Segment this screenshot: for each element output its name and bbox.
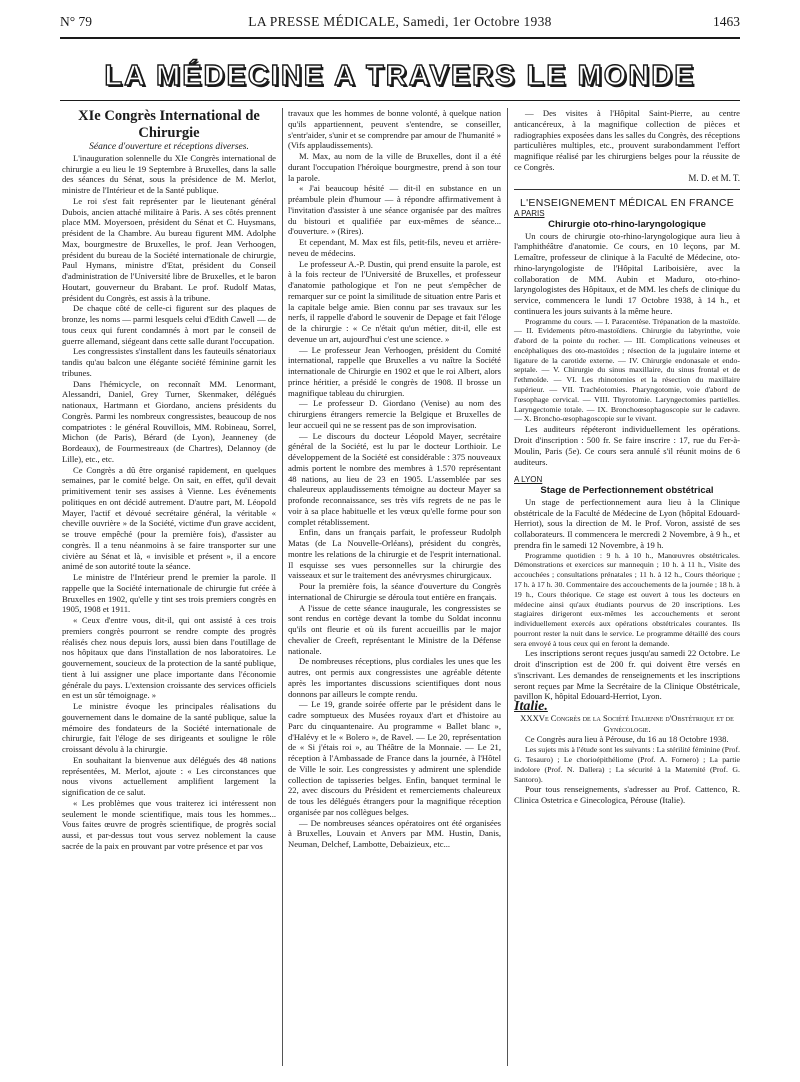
lyon-subtitle: Stage de Perfectionnement obstétrical — [540, 485, 714, 497]
paragraph: — Des visites à l'Hôpital Saint-Pierre, au centre anticancéreux, à la magnifique collection de pièces et radiographies exposées dans les salles du Congrès, des réceptions particulières multiples, etc., prouvent surabondamment l'effort magnifique réalisé par les chirurgiens belges pour la réussite de ce Congrès. — [514, 108, 740, 172]
paragraph: Et cependant, M. Max est fils, petit-fils, neveu et arrière-neveu de médecins. — [288, 237, 501, 258]
city-paris: A PARIS — [514, 209, 545, 218]
paragraph: Le ministre de l'Intérieur prend le premier la parole. Il rappelle que la Société internationale de chirurgie fut créée à Bruxelles en 1902, qu'elle y tint ses trois premiers congrès en 1905, 1908 et 1911. — [62, 572, 276, 615]
paragraph: Le roi s'est fait représenter par le lieutenant général Dubois, ancien attaché militaire à Paris. A ses côtés prennent place MM. Moyersoen, président du Sénat et C. Huysmans, président de la Chambre. Au bureau figurent MM. Adolphe Max, bourgmestre de Bruxelles, le prof. Jean Verhoogen, président du bureau de la Société internationale de chirurgie, Paul Hymans, ministre d'Etat, président du Conseil d'administration de l'Université libre de Bruxelles, et le baron Houtart, gouverneur du Brabant. Le prof. Rudolf Matas, président du Congrès, est assis à la tribune. — [62, 195, 276, 303]
italie-heading: Italie. — [514, 699, 548, 715]
paragraph: De nombreuses réceptions, plus cordiales les unes que les autres, ont permis aux congressistes une agréable détente après les importantes discussions scientifiques dont nous donnons par ailleurs le compte rendu. — [288, 656, 501, 699]
column-divider — [507, 108, 508, 1066]
paragraph: — Le professeur Jean Verhoogen, président du Comité international, rappelle que Bruxelles a vu naître la Société internationale de Chirurgie en 1902 et que le roi Albert, alors prince héritier, a présidé le congrès de 1908. Il brosse un magnifique tableau du chirurgien. — [288, 344, 501, 398]
paragraph: — Le discours du docteur Léopold Mayer, secrétaire général de la Société, est lu par le docteur Lorthioir. Le développement de la Société est considérable : 375 nouveaux admis portent le nombre des membres à 1.570 représentant 48 nations, au lieu de 23 en 1905. L'assemblée par ses chaleureux applaudissements témoigne au docteur Mayer sa profonde reconnaissance, ses très vifs regrets de ne pas le voir à sa place habituelle et les vœux qu'elle forme pour son complet rétablissement. — [288, 430, 501, 527]
paragraph: Un cours de chirurgie oto-rhino-laryngologique aura lieu à l'amphithéâtre d'anatomie. Ce cours, en 10 leçons, par M. Lemaître, professeur de clinique à la Faculté de Médecine, oto-rhino-laryngologiste de l'Hôpital Lariboisière, avec la collaboration de MM. Aubin et Maduro, oto-rhino-laryngologistes des Hôpitaux, et de MM. les chefs de clinique du service, commencera le lundi 17 Octobre 1938, à 14 h., et continuera les jours suivants à la même heure. — [514, 230, 740, 316]
article-subtitle: Séance d'ouverture et réceptions diverses. — [89, 142, 249, 152]
programme-paragraph: Programme quotidien : 9 h. à 10 h., Manœuvres obstétricales. Démonstrations et exercices sur mannequin ; 10 h. à 11 h., Visite des accouchées ; consultations prénatales ; 11 h. à 12 h., Cours théorique ; 17 h. à 17 h. 30. Commentaire des accouchements de la journée ; 18 h. à 19 h., Cours théorique. Ce stage est ouvert à tous les docteurs en médecine ainsi qu'aux étudiants pourvus de 20 inscriptions. Les stagiaires dirigeront eux-mêmes les accouchements et seront individuellement exercés aux opérations obstétricales courantes. Ils pourront rester la nuit dans le service. Le programme détaillé des cours sera envoyé à tous ceux qui en feront la demande. — [514, 550, 740, 648]
header-rule — [60, 37, 740, 39]
paragraph: Les sujets mis à l'étude sont les suivants : La stérilité féminine (Prof. G. Tesauro) ; Le chorioépithéliome (Prof. A. Fornero) ; La partie indolore (Prof. N. Dallera) ; La sécurité à la Maternité (Prof. G. Santoro). — [514, 745, 740, 784]
paragraph: A l'issue de cette séance inaugurale, les congressistes se sont rendus en cortège devant la tombe du Soldat inconnu qu'ils ont fleurie et où ils furent accueillis par le major chevalier de Creeft, représentant le Ministre de la Défense nationale. — [288, 602, 501, 656]
paragraph: Les congressistes s'installent dans les fauteuils sénatoriaux tandis qu'au balcon une élégante société féminine garnit les tribunes. — [62, 346, 276, 378]
paragraph: « Les problèmes que vous traiterez ici intéressent non seulement le monde scientifique, mais tous les hommes... Vous faites œuvre de progrès scientifique, de progrès social aussi, et par-dessus tout vous servez noblement la cause sacrée de la paix en prouvant par votre présence et par vos — [62, 797, 276, 851]
article-signature: M. D. et M. T. — [688, 172, 740, 183]
paragraph: — Le 19, grande soirée offerte par le président dans le cadre somptueux des Musées royaux d'art et d'histoire au Parc du cinquantenaire. Au programme « Ballet blanc », d'Halévy et le « Bolero », de Ravel. — Le 20, représentation de « Si j'étais roi », au Théâtre de la Monnaie. — Le 21, réception à l'Ambassade de France dans la journée, à l'Hôtel de Ville le soir. Les congressistes y admirent une splendide collection de tapisseries belges. Enfin, banquet terminal le 22, avec discours du Président et remerciements chaleureux de tous les délégués étrangers pour la magnifique réception organisée par nos collègues belges. — [288, 699, 501, 817]
paragraph: Pour la première fois, la séance d'ouverture du Congrès international de Chirurgie se déroula tout entière en français. — [288, 581, 501, 602]
congres-title: XXXVe Congrès de la Société Italienne d'Obstétrique et de Gynécologie. — [520, 712, 734, 734]
paragraph: « J'ai beaucoup hésité — dit-il en substance en un préambule plein d'humour — à répondre affirmativement à l'invitation d'assister à une séance organisée par des maîtres du bistouri et qualifiée par eux-mêmes de séance... d'ouverture. » (Rires). — [288, 183, 501, 237]
paragraph: Un stage de perfectionnement aura lieu à la Clinique obstétricale de la Faculté de Médecine de Lyon (hôpital Edouard-Herriot), sous la direction de M. le Prof. Voron, assisté de ses collaborateurs. Il commencera le mercredi 2 Novembre, à 9 h., et prendra fin le samedi 12 Novembre, à 19 h. — [514, 496, 740, 550]
city-lyon: A LYON — [514, 475, 543, 485]
issue-number: N° 79 — [60, 14, 93, 29]
enseignement-title: L'ENSEIGNEMENT MÉDICAL EN FRANCE — [519, 197, 735, 210]
page-header — [60, 14, 740, 36]
paragraph: Les inscriptions seront reçues jusqu'au samedi 22 Octobre. Le droit d'inscription est de 200 fr. qui doivent être versés en s'inscrivant. Les demandes de renseignements et les inscriptions seront reçues par Mme la Secrétaire de la Clinique Obstétricale, pavillon K, hôpital Edouard-Herriot, Lyon. — [514, 648, 740, 702]
masthead: LA PRESSE MÉDICALE, Samedi, 1er Octobre 1938 — [248, 14, 552, 29]
paragraph: Le ministre évoque les principales réalisations du gouvernement dans le domaine de la santé publique, salue la mémoire des fondateurs de la Société internationale de chirurgie, fait l'éloge de ses dirigeants et souligne le rôle croissant dévolu à la chirurgie. — [62, 701, 276, 754]
paragraph: M. Max, au nom de la ville de Bruxelles, dont il a été durant l'occupation l'héroïque bourgmestre, prend à son tour la parole. — [288, 151, 501, 183]
paragraph: travaux que les hommes de bonne volonté, à quelque nation qu'ils appartiennent, peuvent s'entendre, se conseiller, s'entr'aider, s'unir et se comprendre par amour de l'humanité » (Vifs applaudissements). — [288, 108, 501, 151]
paragraph: Les auditeurs répéteront individuellement les opérations. Droit d'inscription : 500 fr. Se faire inscrire : 17, rue du Fer-à-Moulin, Paris (5e). Ce cours sera annulé s'il réunit moins de 6 auditeurs. — [514, 424, 740, 467]
paragraph: — De nombreuses séances opératoires ont été organisées à Bruxelles, Louvain et Anvers par MM. Hustin, Danis, Neuman, Delchef, Lambotte, Debaizieux, etc... — [288, 817, 501, 849]
column-3 — [514, 108, 740, 806]
paragraph: — Le professeur D. Giordano (Venise) au nom des chirurgiens étrangers remercie la Belgique et Bruxelles de leur accueil qui ne se ressent pas de son improvisation. — [288, 398, 501, 430]
section-divider — [514, 189, 740, 190]
paragraph: « Ceux d'entre vous, dit-il, qui ont assisté à ces trois premiers congrès pourront se rendre compte des progrès réalisés chez nous depuis lors, aussi bien dans l'outillage de nos hôpitaux que dans l'installation de nos laboratoires. Le gouvernement, soucieux de la protection de la santé publique, tient à lui assigner une place importante dans l'économie générale du pays. L'extension croissante des services officiels en est un sûr témoignage. » — [62, 615, 276, 701]
column-1 — [62, 108, 276, 852]
section-title: LA MÉDECINE A TRAVERS LE MONDE — [104, 60, 696, 92]
paragraph: Ce Congrès aura lieu à Pérouse, du 16 au 18 Octobre 1938. — [525, 734, 729, 745]
paragraph: En souhaitant la bienvenue aux délégués des 48 nations représentées, M. Merlot, ajoute : « Les circonstances que nous vivons actuellement amplifient largement la signification de ce salut. — [62, 754, 276, 797]
page-number: 1463 — [713, 14, 740, 29]
paragraph: Ce Congrès a dû être organisé rapidement, en quelques semaines, par le comité belge. On sait, en effet, qu'il devait primitivement tenir ses assises à Vienne. Les événements politiques en ont décidé autrement. D'autre part, M. Léopold Mayer, l'actif et dévoué secrétaire général, la véritable « cheville ouvrière » de la Société, victime d'un grave accident, se trouve empêché (pour la première fois), d'assister au congrès. Il a tenu néanmoins à se faire transporter sur une civière au Sénat et là, « invisible et présent », il a encore animé de son autorité toute la séance. — [62, 464, 276, 572]
paragraph: L'inauguration solennelle du XIe Congrès international de chirurgie a eu lieu le 19 Septembre à Bruxelles, dans la salle des séances du Sénat, sous la présidence de M. Merlot, ministre de l'Intérieur et de la Santé publique. — [62, 152, 276, 195]
column-2 — [288, 108, 501, 850]
paragraph: Le professeur A.-P. Dustin, qui prend ensuite la parole, est à la fois recteur de l'Université de Bruxelles, et professeur d'anatomie pathologique et l'on ne peut s'empêcher de remarquer sur ce point la similitude de situation entre Paris et la capitale belge amie. Bien connu par ses travaux sur les nerfs, il rappelle d'abord le souvenir de Depage et fait l'éloge de la chirurgie : « Ce n'était qu'un métier, dit-il, elle est devenue un art, aujourd'hui c'est une science. » — [288, 258, 501, 344]
paragraph: Pour tous renseignements, s'adresser au Prof. Cattenco, R. Clinica Ostetrica e Ginecologica, Pérouse (Italie). — [514, 784, 740, 806]
paris-subtitle: Chirurgie oto-rhino-laryngologique — [548, 218, 706, 230]
paragraph: Dans l'hémicycle, on reconnaît MM. Lenormant, Alessandri, Daniel, Grey Turner, Skenmaker, délégués nationaux, Hartmann et Giordano, anciens présidents du Congrès. Parmi les nombreux congressistes, beaucoup de nos compatriotes : le général Rouvillois, MM. Robineau, Sorrel, Michon (de Paris), Bérard (de Lyon), Jeanneney (de Bordeaux), de Fourmestreaux (de Chartres), Delannoy (de Lille), etc., etc. — [62, 378, 276, 464]
article-title: XIe Congrès International de Chirurgie — [78, 108, 260, 141]
column-divider — [282, 108, 283, 1066]
programme-paragraph: Programme du cours. — I. Paracentèse. Trépanation de la mastoïde. — II. Evidements pétro-mastoïdiens. Chirurgie du labyrinthe, voie d'abord de la pointe du rocher. — III. Complications veineuses et encéphaliques des oto-mastoïdes ; résection de la jugulaire interne et ligature de la carotide externe. — IV. Chirurgie endonasale et endo-septale. — V. Chirurgie du sinus maxillaire, du sinus frontal et de l'ethmoïde. — VI. Les rhinotomies et la résection du maxillaire supérieur. — VII. Trachéotomies. Pharyngotomie, voie d'abord de l'œsophage cervical. — VIII. Thyrotomie. Laryngectomies partielles. Laryngectomie totale. — IX. Bronchoœsophagoscopie sur le cadavre. — X. Broncho-œsophagoscopie sur le vivant. — [514, 316, 740, 424]
paragraph: Enfin, dans un français parfait, le professeur Rudolph Matas (de La Nouvelle-Orléans), président du congrès, montre les relations de la chirurgie et de l'esprit international. Il esquisse ses vues personnelles sur la chirurgie des vaisseaux et sur le traitement des anévrysmes chirurgicaux. — [288, 527, 501, 581]
title-rule — [60, 100, 740, 101]
paragraph: De chaque côté de celle-ci figurent sur des plaques de bronze, les noms — parmi lesquels celui d'Edith Cawell — de tous ceux qui furent condamnés à mort par le conseil de guerre allemand, siégeant dans cette salle durant l'occupation. — [62, 303, 276, 346]
